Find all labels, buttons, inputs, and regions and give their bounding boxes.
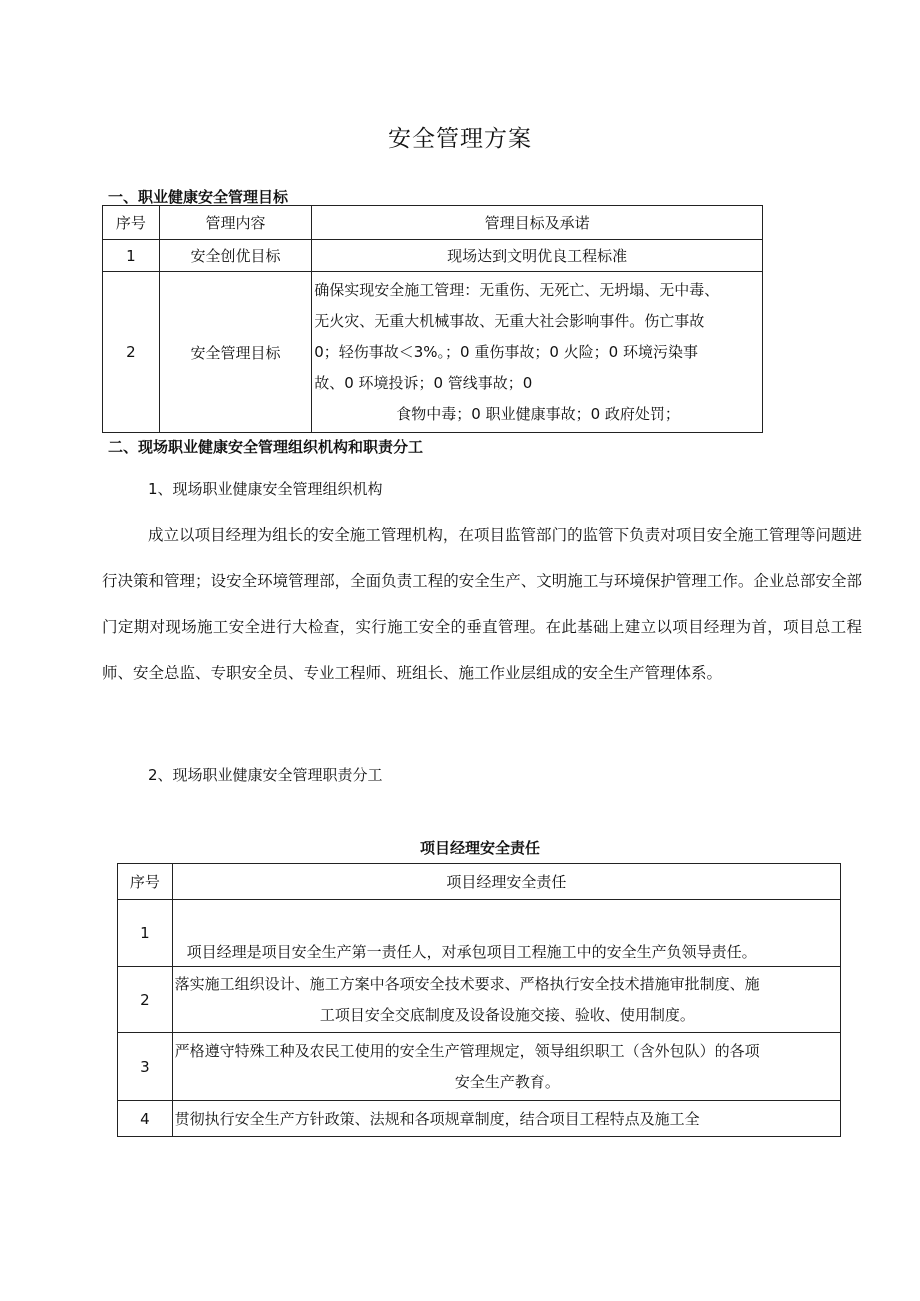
row-no: 1 bbox=[118, 900, 173, 967]
goal-line: 食物中毒；0 职业健康事故；0 政府处罚； bbox=[396, 404, 680, 423]
table-row bbox=[118, 1033, 841, 1101]
responsibility-title: 项目经理安全责任 bbox=[419, 839, 540, 857]
header-goal: 管理目标及承诺 bbox=[312, 206, 763, 240]
responsibility-line: 项目经理是项目安全生产第一责任人，对承包项目工程施工中的安全生产负领导责任。 bbox=[186, 943, 757, 961]
row-responsibility bbox=[172, 967, 840, 1033]
responsibility-line: 贯彻执行安全生产方针政策、法规和各项规章制度，结合项目工程特点及施工全 bbox=[174, 1110, 700, 1128]
goal-line: 确保实现安全施工管理：无重伤、无死亡、无坍塌、无中毒、 bbox=[314, 280, 720, 299]
goal-line: 故、0 环境投诉；0 管线事故；0 bbox=[314, 373, 533, 392]
safety-goals-table bbox=[102, 205, 763, 433]
header-responsibility: 项目经理安全责任 bbox=[172, 864, 840, 900]
row-content: 安全创优目标 bbox=[159, 240, 311, 272]
goal-line: 无火灾、无重大机械事故、无重大社会影响事件。伤亡事故 bbox=[314, 311, 705, 330]
org-paragraph bbox=[102, 512, 862, 696]
page-title: 安全管理方案 bbox=[388, 126, 532, 152]
row-no: 2 bbox=[103, 272, 160, 433]
subheading-duties: 2、现场职业健康安全管理职责分工 bbox=[148, 766, 383, 784]
responsibility-table bbox=[117, 863, 841, 1137]
table-row bbox=[118, 1101, 841, 1137]
row-no: 3 bbox=[118, 1033, 173, 1101]
row-no: 4 bbox=[118, 1101, 173, 1137]
table-row bbox=[118, 900, 841, 967]
row-goal bbox=[312, 272, 763, 433]
section2-heading: 二、现场职业健康安全管理组织机构和职责分工 bbox=[108, 438, 424, 456]
row-no: 1 bbox=[103, 240, 160, 272]
table-header-row bbox=[118, 864, 841, 900]
table-row bbox=[103, 240, 763, 272]
subheading-org: 1、现场职业健康安全管理组织机构 bbox=[148, 480, 383, 498]
row-goal: 现场达到文明优良工程标准 bbox=[312, 240, 763, 272]
responsibility-line: 安全生产教育。 bbox=[454, 1072, 560, 1091]
table-header-row bbox=[103, 206, 763, 240]
header-content: 管理内容 bbox=[159, 206, 311, 240]
row-no: 2 bbox=[118, 967, 173, 1033]
section1-heading: 一、职业健康安全管理目标 bbox=[108, 188, 289, 206]
row-responsibility bbox=[172, 1101, 840, 1137]
header-no: 序号 bbox=[118, 864, 173, 900]
responsibility-line: 严格遵守特殊工种及农民工使用的安全生产管理规定，领导组织职工（含外包队）的各项 bbox=[174, 1041, 760, 1060]
table-row bbox=[118, 967, 841, 1033]
table-row bbox=[103, 272, 763, 433]
header-no: 序号 bbox=[103, 206, 160, 240]
row-responsibility bbox=[172, 900, 840, 967]
responsibility-line: 落实施工组织设计、施工方案中各项安全技术要求、严格执行安全技术措施审批制度、施 bbox=[174, 974, 760, 993]
goal-line: 0；轻伤事故＜3%。；0 重伤事故；0 火险；0 环境污染事 bbox=[314, 342, 698, 361]
responsibility-line: 工项目安全交底制度及设备设施交接、验收、使用制度。 bbox=[319, 1005, 695, 1024]
row-responsibility bbox=[172, 1033, 840, 1101]
row-content: 安全管理目标 bbox=[159, 272, 311, 433]
paragraph-text: 成立以项目经理为组长的安全施工管理机构，在项目监管部门的监管下负责对项目安全施工管理等问题进行决策和管理；设安全环境管理部，全面负责工程的安全生产、文明施工与环境保护管理工作。企业总部安全部门定期对现场施工安全进行大检查，实行施工安全的垂直管理。在此基础上建立以项目经理为首，项目总工程师、安全总监、专职安全员、专业工程师、班组长、施工作业层组成的安全生产管理体系。 bbox=[102, 526, 862, 682]
